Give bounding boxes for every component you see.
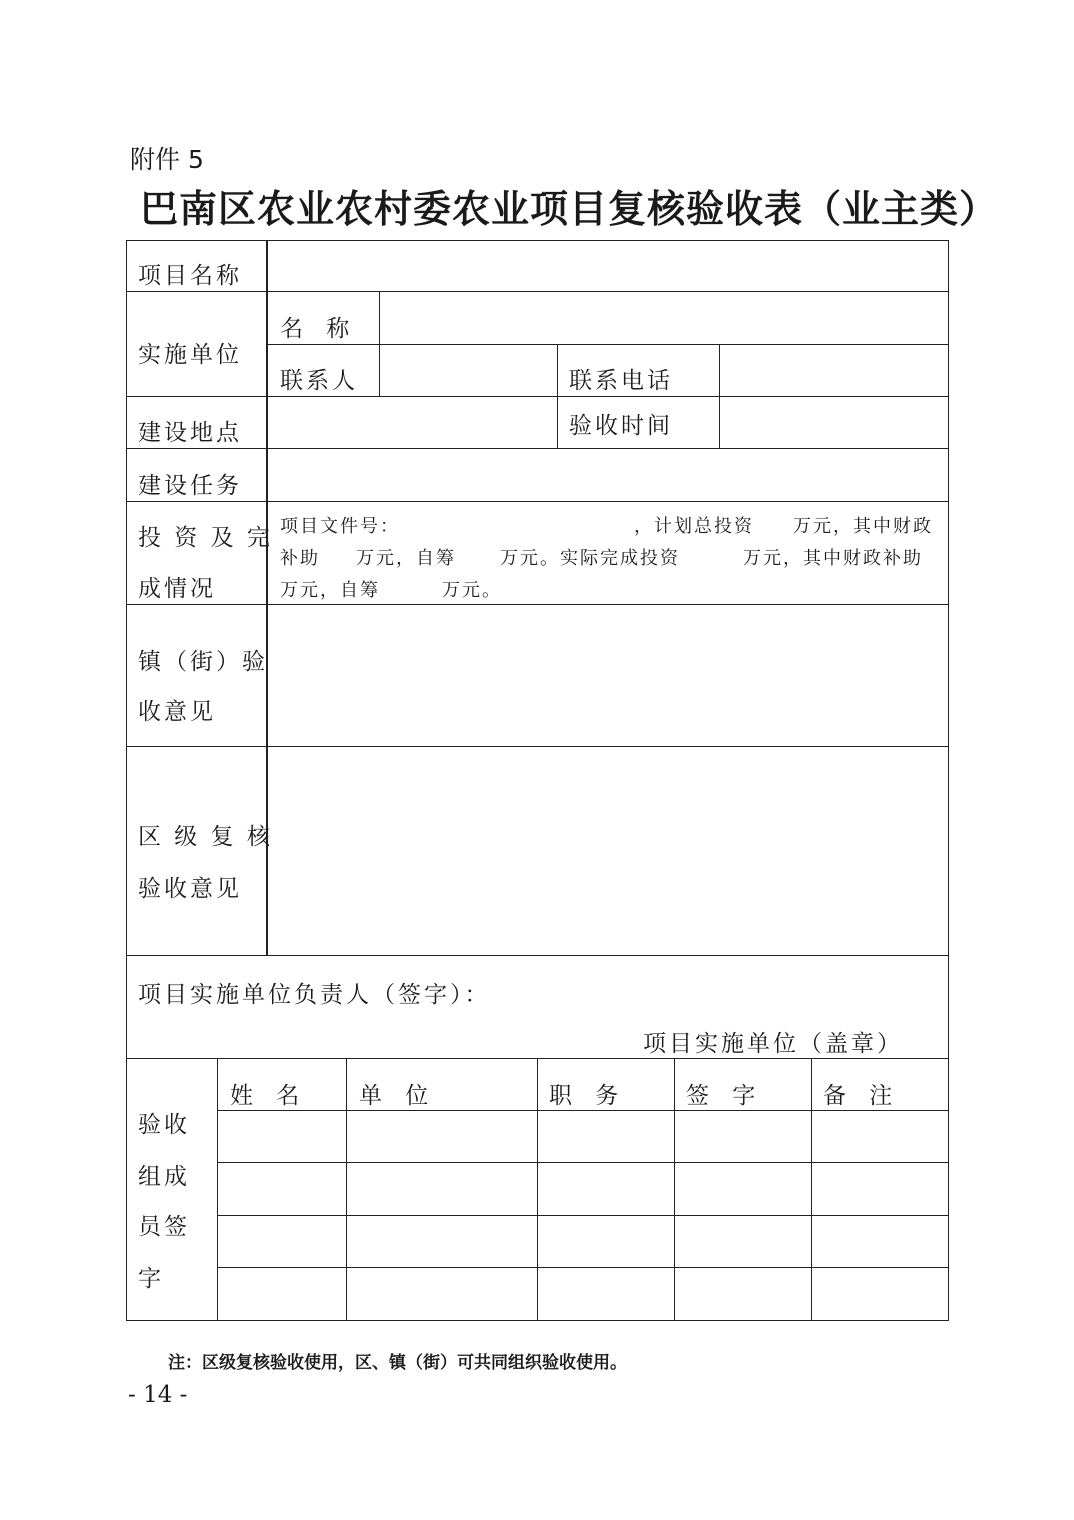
invest-text: 万元。实际完成投资 — [500, 548, 680, 569]
column-header-signature: 签 字 — [686, 1083, 764, 1109]
row-divider — [267, 344, 949, 345]
column-divider — [811, 1058, 812, 1321]
page-title: 巴南区农业农村委农业项目复核验收表（业主类） — [140, 187, 999, 231]
phone-label: 联系电话 — [569, 368, 673, 394]
row-divider — [126, 746, 949, 747]
invest-text: 万元，其中财政补助 — [743, 548, 923, 569]
town-opinion-label: 收意见 — [138, 699, 216, 725]
invest-label: 成情况 — [138, 576, 216, 602]
row-divider — [126, 291, 949, 292]
column-divider — [346, 1058, 347, 1321]
row-divider — [217, 1162, 949, 1163]
members-label: 字 — [138, 1266, 164, 1292]
members-label: 组成 — [138, 1164, 190, 1190]
column-header-title: 职 务 — [549, 1083, 627, 1109]
attachment-label: 附件 5 — [130, 145, 204, 174]
invest-text: 万元。 — [442, 580, 502, 601]
task-label: 建设任务 — [138, 473, 242, 499]
column-divider — [674, 1058, 675, 1321]
column-header-name: 姓 名 — [230, 1083, 308, 1109]
column-header-remark: 备 注 — [823, 1083, 901, 1109]
invest-text: 万元，自筹 — [280, 580, 380, 601]
row-divider — [126, 396, 949, 397]
invest-label: 投 资 及 完 — [138, 525, 273, 551]
column-divider — [719, 344, 720, 448]
invest-text: 项目文件号： — [280, 516, 400, 537]
district-opinion-label: 验收意见 — [138, 876, 242, 902]
leader-signature-label: 项目实施单位负责人（签字）： — [138, 982, 491, 1008]
row-divider — [217, 1110, 949, 1111]
column-divider — [217, 1058, 218, 1321]
page-number: - 14 - — [128, 1382, 188, 1408]
row-divider — [126, 604, 949, 605]
row-divider — [126, 448, 949, 449]
impl-unit-label: 实施单位 — [138, 342, 242, 368]
members-label: 验收 — [138, 1112, 190, 1138]
invest-text: 万元，自筹 — [356, 548, 456, 569]
location-label: 建设地点 — [138, 420, 242, 446]
column-divider — [537, 1058, 538, 1321]
project-name-label: 项目名称 — [138, 263, 242, 289]
district-opinion-label: 区 级 复 核 — [138, 824, 273, 850]
row-divider — [217, 1215, 949, 1216]
row-divider — [126, 501, 949, 502]
invest-text: 补助 — [280, 548, 320, 569]
members-label: 员签 — [138, 1214, 190, 1240]
invest-text: ，计划总投资 — [634, 516, 754, 537]
row-divider — [126, 955, 949, 956]
column-divider — [379, 291, 380, 396]
row-divider — [217, 1267, 949, 1268]
invest-text: 万元，其中财政 — [793, 516, 933, 537]
contact-label: 联系人 — [280, 368, 358, 394]
column-divider — [557, 344, 558, 448]
column-header-unit: 单 位 — [359, 1083, 437, 1109]
seal-label: 项目实施单位（盖章） — [643, 1031, 903, 1057]
name-label: 名 称 — [280, 316, 358, 342]
acceptance-time-label: 验收时间 — [569, 413, 673, 439]
town-opinion-label: 镇（街）验 — [138, 649, 268, 675]
footnote: 注：区级复核验收使用，区、镇（街）可共同组织验收使用。 — [168, 1353, 627, 1373]
